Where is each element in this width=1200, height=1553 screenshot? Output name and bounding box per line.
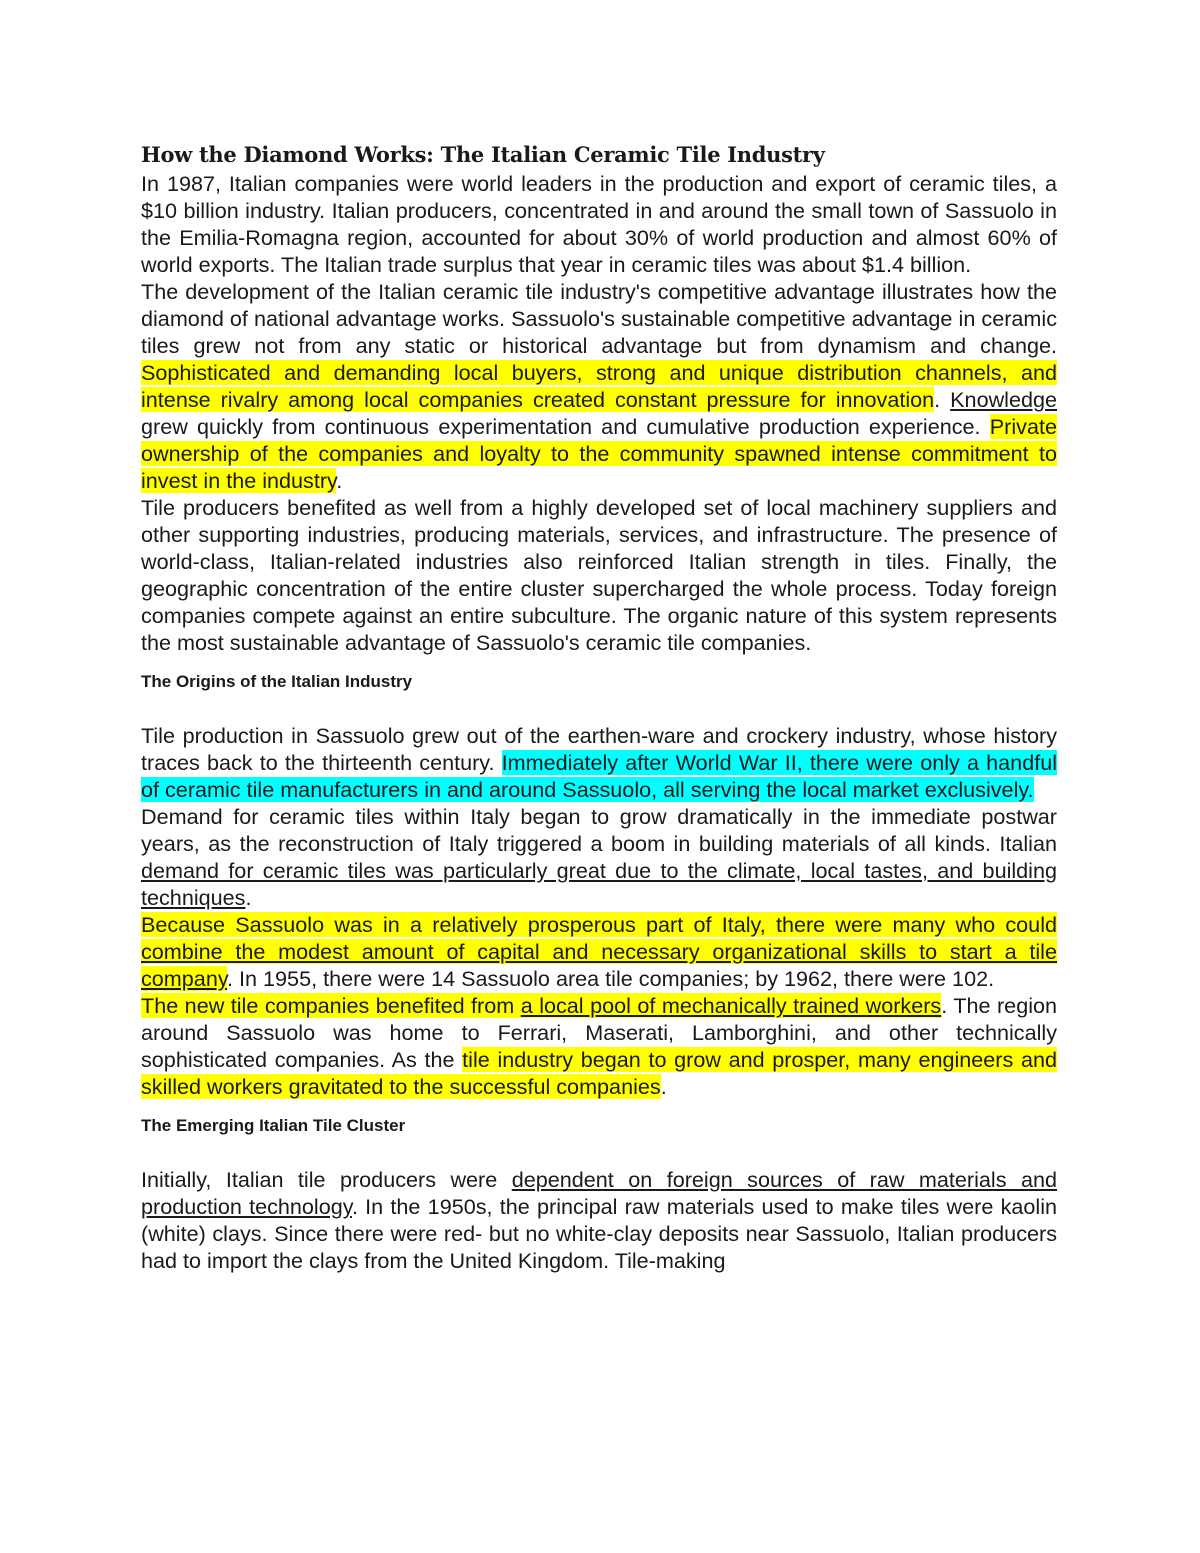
- paragraph-raw-materials: [141, 1166, 1057, 1274]
- text-run: .: [245, 885, 252, 910]
- spacer: [141, 656, 1057, 668]
- spacer: [141, 695, 1057, 722]
- paragraph-suppliers: Tile producers benefited as well from a highly developed set of local machinery suppliers and other supporting industries, producing materials, services, and infrastructure. The presence of world-class, Italian-related industries also reinforced Italian strength in tiles. Finally, the geographic concentration of the entire cluster supercharged the whole process. Today foreign companies compete against an entire subculture. The organic nature of this system represents the most sustainable advantage of Sassuolo's ceramic tile companies.: [141, 495, 1057, 655]
- text-run: Initially, Italian tile producers were: [141, 1167, 512, 1192]
- paragraph-demand: [141, 803, 1057, 911]
- text-run: . The region around Sassuolo was home to Ferrari, Maserati, Lamborghini, and other technically sophisticated companies. As the: [141, 993, 1058, 1072]
- spacer: [141, 1100, 1057, 1112]
- paragraph-development: [141, 278, 1057, 494]
- highlight-cyan: Immediately after World War II, there were only a handful of ceramic tile manufacturers in and around Sassuolo, all serving the local market exclusively.: [141, 750, 1058, 802]
- highlight-yellow: Private ownership of the companies and loyalty to the community spawned intense commitment to invest in the industry: [141, 414, 1057, 493]
- highlight-yellow: Sophisticated and demanding local buyers, strong and unique distribution channels, and intense rivalry among local companies created constant pressure for innovation: [141, 360, 1057, 412]
- text-run: grew quickly from continuous experimentation and cumulative production experience.: [141, 414, 990, 439]
- text-run: .: [336, 468, 343, 493]
- underlined-text: dependent on foreign sources of raw materials and production technology: [141, 1167, 1058, 1219]
- highlight-yellow: Because Sassuolo was in a relatively prosperous part of Italy, there were many who could: [141, 912, 1057, 937]
- text-run: . In 1955, there were 14 Sassuolo area tile companies; by 1962, there were 102.: [227, 966, 995, 991]
- text-run: Demand for ceramic tiles within Italy began to grow dramatically in the immediate postwar years, as the reconstruction of Italy triggered a boom in building materials of all kinds. Italian: [141, 804, 1057, 856]
- text-run: The development of the Italian ceramic tile industry's competitive advantage illustrates how the diamond of national advantage works. Sassuolo's sustainable competitive advantage in ceramic tiles grew not from any static or historical advantage but from dynamism and change.: [141, 279, 1057, 358]
- document-page: [141, 140, 1057, 1274]
- paragraph-workers: [141, 992, 1057, 1100]
- document-title: How the Diamond Works: The Italian Ceramic Tile Industry: [141, 142, 825, 167]
- text-run: .: [934, 387, 951, 412]
- spacer: [141, 1139, 1057, 1166]
- paragraph-intro: In 1987, Italian companies were world leaders in the production and export of ceramic tiles, a $10 billion industry. Italian producers, concentrated in and around the small town of Sassuolo in the Emilia-Romagna region, accounted for about 30% of world production and almost 60% of world exports. The Italian trade surplus that year in ceramic tiles was about $1.4 billion.: [141, 171, 1057, 277]
- section-heading-origins: The Origins of the Italian Industry: [141, 672, 413, 691]
- paragraph-origins: [141, 722, 1057, 803]
- highlight-yellow-underlined: combine the modest amount of capital and necessary organizational skills to start a tile company: [141, 939, 1057, 991]
- highlight-yellow: The new tile companies benefited from: [141, 993, 521, 1018]
- underlined-text: Knowledge: [950, 387, 1058, 412]
- section-heading-cluster: The Emerging Italian Tile Cluster: [141, 1116, 406, 1135]
- highlight-yellow-underlined: a local pool of mechanically trained workers: [520, 993, 942, 1018]
- text-run: . In the 1950s, the principal raw materials used to make tiles were kaolin (white) clays. Since there were red- but no white-clay deposits near Sassuolo, Italian producers had to import the clays from the United Kingdom. Tile-making: [141, 1194, 1058, 1273]
- highlight-yellow: tile industry began to grow and prosper, many engineers and skilled workers gravitated to the successful companies: [141, 1047, 1057, 1099]
- text-run: Tile production in Sassuolo grew out of the earthen-ware and crockery industry, whose history traces back to the thirteenth century.: [141, 723, 1057, 775]
- paragraph-prosperity: [141, 911, 1057, 992]
- text-run: .: [660, 1074, 667, 1099]
- underlined-text: demand for ceramic tiles was particularly great due to the climate, local tastes, and building techniques: [141, 858, 1057, 910]
